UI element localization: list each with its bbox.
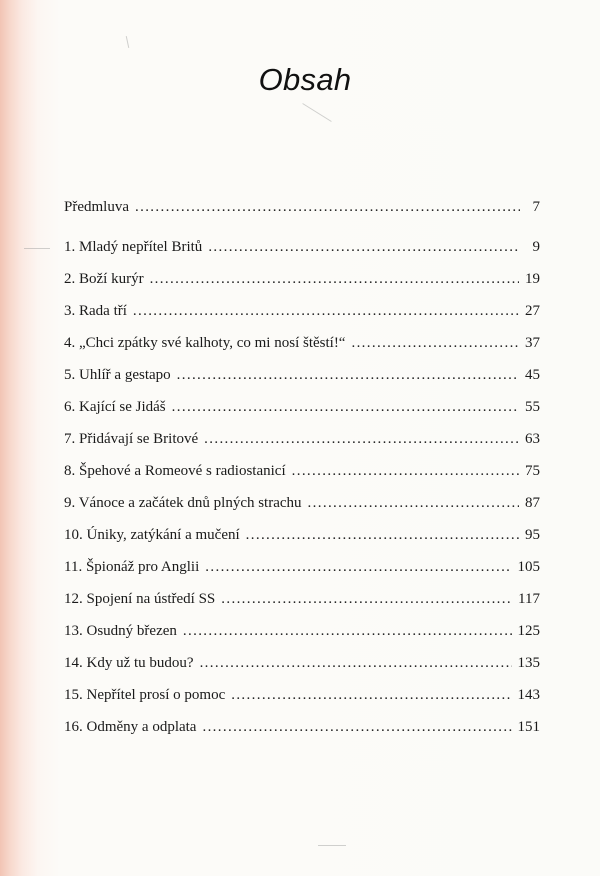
toc-entry-page: 125 <box>517 623 540 639</box>
toc-entry-page: 75 <box>525 463 540 479</box>
toc-entry <box>64 715 540 739</box>
toc-entry-page: 45 <box>525 367 540 383</box>
toc-entry-title: 14. Kdy už tu budou? <box>64 655 194 671</box>
toc-entry <box>64 299 540 323</box>
toc-entry-title: 11. Špionáž pro Anglii <box>64 559 200 575</box>
toc-entry <box>64 195 540 219</box>
dot-leader <box>246 523 519 547</box>
toc-entry-title: 15. Nepřítel prosí o pomoc <box>64 687 226 703</box>
dot-leader <box>200 651 512 675</box>
dot-leader <box>231 683 511 707</box>
toc-entry <box>64 267 540 291</box>
toc-entry-title: 13. Osudný březen <box>64 623 177 639</box>
toc-entry <box>64 523 540 547</box>
toc-entry <box>64 235 540 259</box>
toc-entry <box>64 555 540 579</box>
toc-entry-page: 95 <box>525 527 540 543</box>
toc-entry-title: 5. Uhlíř a gestapo <box>64 367 171 383</box>
toc-entry-title: 2. Boží kurýr <box>64 271 144 287</box>
dot-leader <box>202 715 511 739</box>
toc-entry-page: 63 <box>525 431 540 447</box>
dot-leader <box>133 299 519 323</box>
toc-entry <box>64 427 540 451</box>
toc-entry-page: 19 <box>525 271 540 287</box>
paper-speck <box>24 248 50 249</box>
toc-entry-page: 143 <box>517 687 540 703</box>
dot-leader <box>351 331 519 355</box>
toc-entry-page: 37 <box>525 335 540 351</box>
dot-leader <box>150 267 519 291</box>
dot-leader <box>204 427 519 451</box>
toc-entry <box>64 363 540 387</box>
dot-leader <box>177 363 519 387</box>
dot-leader <box>208 235 520 259</box>
toc-entry-title: 10. Úniky, zatýkání a mučení <box>64 527 240 543</box>
toc-entry <box>64 619 540 643</box>
toc-entry-page: 27 <box>525 303 540 319</box>
toc-entry-page: 9 <box>532 239 540 255</box>
toc-entry <box>64 459 540 483</box>
toc-entry <box>64 395 540 419</box>
dot-leader <box>221 587 512 611</box>
toc-entry-title: 4. „Chci zpátky své kalhoty, co mi nosí štěstí!“ <box>64 335 346 351</box>
dot-leader <box>183 619 512 643</box>
toc-entry-page: 105 <box>517 559 540 575</box>
toc-entry-page: 87 <box>525 495 540 511</box>
toc-entry <box>64 331 540 355</box>
toc-entry-page: 135 <box>517 655 540 671</box>
dot-leader <box>292 459 519 483</box>
dot-leader <box>205 555 511 579</box>
toc-entry-title: 12. Spojení na ústředí SS <box>64 591 216 607</box>
toc-entry-title: 1. Mladý nepřítel Britů <box>64 239 203 255</box>
toc-entry <box>64 491 540 515</box>
toc-entry <box>64 683 540 707</box>
toc-entry-page: 151 <box>517 719 540 735</box>
paper-speck <box>302 103 331 122</box>
toc-entry-title: 3. Rada tří <box>64 303 127 319</box>
paper-speck <box>318 845 346 846</box>
toc-entry <box>64 587 540 611</box>
toc-entry-page: 55 <box>525 399 540 415</box>
toc-entry-title: Předmluva <box>64 199 129 215</box>
dot-leader <box>135 195 520 219</box>
toc-entry-title: 16. Odměny a odplata <box>64 719 197 735</box>
toc-entry-title: 7. Přidávají se Britové <box>64 431 199 447</box>
toc-entry <box>64 651 540 675</box>
toc-entry-title: 6. Kající se Jidáš <box>64 399 166 415</box>
toc-entry-page: 7 <box>532 199 540 215</box>
dot-leader <box>308 491 519 515</box>
page-title: Obsah <box>258 62 352 97</box>
dot-leader <box>172 395 519 419</box>
paper-speck <box>126 36 129 48</box>
toc-entry-title: 8. Špehové a Romeové s radiostanicí <box>64 463 286 479</box>
toc-entry-page: 117 <box>518 591 540 607</box>
toc-entry-title: 9. Vánoce a začátek dnů plných strachu <box>64 495 302 511</box>
